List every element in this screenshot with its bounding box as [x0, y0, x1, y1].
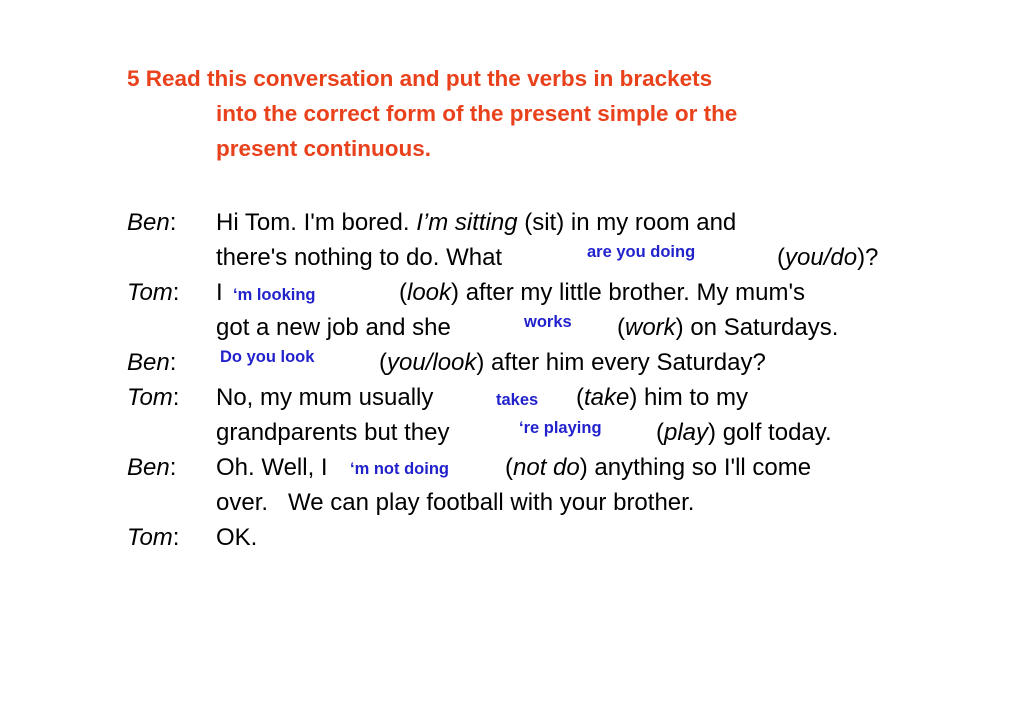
dialog-line: Tom: I ‘m looking (look) after my little brother. My mum's [127, 275, 947, 310]
exercise-heading [127, 64, 927, 169]
heading-line-2: into the correct form of the present simple or the [216, 101, 738, 126]
speaker-label: Tom: [127, 279, 180, 306]
dialog-line: Ben: Oh. Well, I ‘m not doing (not do) anything so I'll come [127, 450, 947, 485]
speaker-label: Tom: [127, 524, 180, 551]
conversation [127, 205, 947, 555]
speaker-label: Ben: [127, 349, 177, 376]
heading-line-3: present continuous. [216, 136, 432, 161]
dialog-line: Tom: OK. [127, 520, 947, 555]
answer-text: works [524, 313, 572, 331]
speaker-label: Ben: [127, 454, 177, 481]
answer-text: Do you look [220, 348, 315, 366]
dialog-line: Ben: Do you look (you/look) after him every Saturday? [127, 345, 947, 380]
dialog-line: got a new job and she works (work) on Saturdays. [216, 313, 839, 341]
speaker-label: Tom: [127, 384, 180, 411]
dialog-line: grandparents but they ‘re playing (play) golf today. [216, 419, 832, 446]
answer-text: ‘re playing [519, 419, 602, 437]
dialog-line: over. We can play football with your brother. [216, 489, 695, 516]
speaker-label: Ben: [127, 209, 177, 236]
dialog-line: Tom: No, my mum usually takes (take) him to my [127, 380, 947, 415]
answer-text: ‘m not doing [350, 460, 449, 478]
answer-text: are you doing [587, 243, 696, 261]
answer-text: takes [496, 391, 539, 409]
heading-line-1: 5 Read this conversation and put the verbs in brackets [127, 66, 713, 91]
dialog-line: Ben: Hi Tom. I'm bored. I’m sitting (sit) in my room and [127, 205, 947, 240]
dialog-line: there's nothing to do. What are you doing (you/do)? [216, 243, 879, 271]
answer-text: ‘m looking [233, 286, 316, 304]
